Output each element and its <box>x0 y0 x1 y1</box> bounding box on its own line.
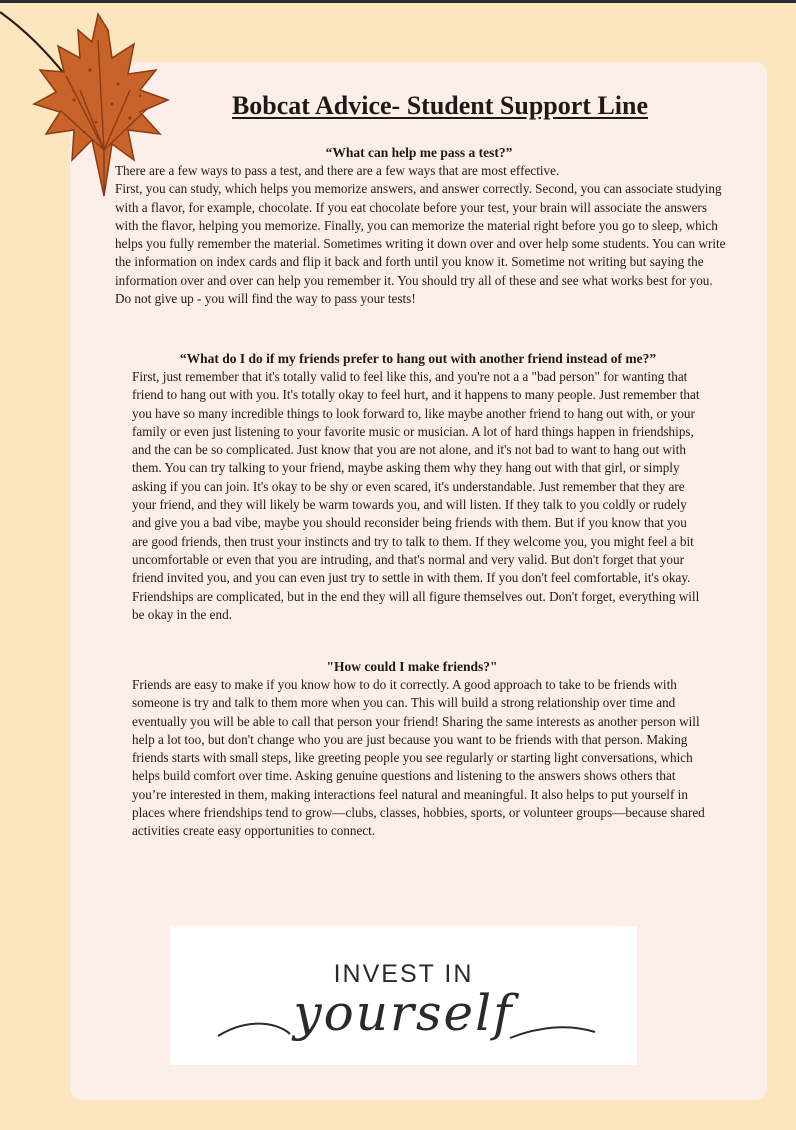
banner-line-1: INVEST IN <box>333 960 474 988</box>
invest-in-yourself-banner <box>170 926 637 1065</box>
answer-paragraph: Friends are easy to make if you know how to do it correctly. A good approach to take to be friends with someone is try and talk to them more when you can. This will build a strong relationship over time and eventually you will be able to call that person your friend! Sharing the same interests as another person will help a lot too, but don't change who you are just because you want to be friends with that person. Making friends starts with small steps, like greeting people you see regularly or starting light conversations, which helps build comfort over time. Asking genuine questions and listening to the answers shows others that you’re interested in them, making interactions feel natural and meaningful. It also helps to put yourself in places where friendships tend to grow—clubs, classes, hobbies, sports, or volunteer groups—because shared activities create easy opportunities to connect. <box>132 677 705 839</box>
answer-paragraph: First, just remember that it's totally valid to feel like this, and you're not a a "bad person" for wanting that friend to hang out with you. It's totally okay to feel hurt, and it happens to many people. Just remember that you have so many incredible things to look forward to, like maybe another friend to hang out with, or your family or even just listening to your favorite music or musician. A lot of hard things happen in friendships, and the can be so complicated. Just know that you are not alone, and it's not bad to want to hang out with them. You can try talking to your friend, maybe asking them why they hang out with that girl, or simply asking if you can join. It's okay to be shy or even scared, it's understandable. Just remember that they are your friend, and they will likely be warm towards you, and will listen. If they talk to you coldly or rudely and give you a bad vibe, maybe you should reconsider being friends with them. But if you know that you are good friends, then trust your instincts and try to talk to them. If they welcome you, you might feel a bit uncomfortable or even that you are intruding, and that's normal and very valid. But don't forget that your friend invited you, and you can even just try to settle in with them. If you don't feel comfortable, it's okay. Friendships are complicated, but in the end they will all figure themselves out. Don't forget, everything will be okay in the end. <box>132 369 700 622</box>
answer-paragraph: There are a few ways to pass a test, and there are a few ways that are most effective. First, you can study, which helps you memorize answers, and answer correctly. Second, you can associate studying with a flavor, for example, chocolate. If you eat chocolate before your test, your brain will associate the answers with the flavor, helping you memorize. Finally, you can memorize the material right before you go to sleep, which helps you fully remember the material. Sometimes writing it down over and over help some students. You can write the information on index cards and flip it back and forth until you know it. Sometime not writing but saying the information over and over can help you remember it. You should try all of these and see what works best for you. Do not give up - you will find the way to pass your tests! <box>115 163 726 307</box>
question-heading: “What can help me pass a test?” <box>325 145 513 160</box>
question-heading: “What do I do if my friends prefer to hang out with another friend instead of me?” <box>179 351 657 366</box>
question-heading: "How could I make friends?" <box>326 659 498 674</box>
script-swash-decoration <box>210 996 600 1056</box>
page-title: Bobcat Advice- Student Support Line <box>231 91 649 120</box>
banner-line-2: yourself <box>293 984 514 1042</box>
